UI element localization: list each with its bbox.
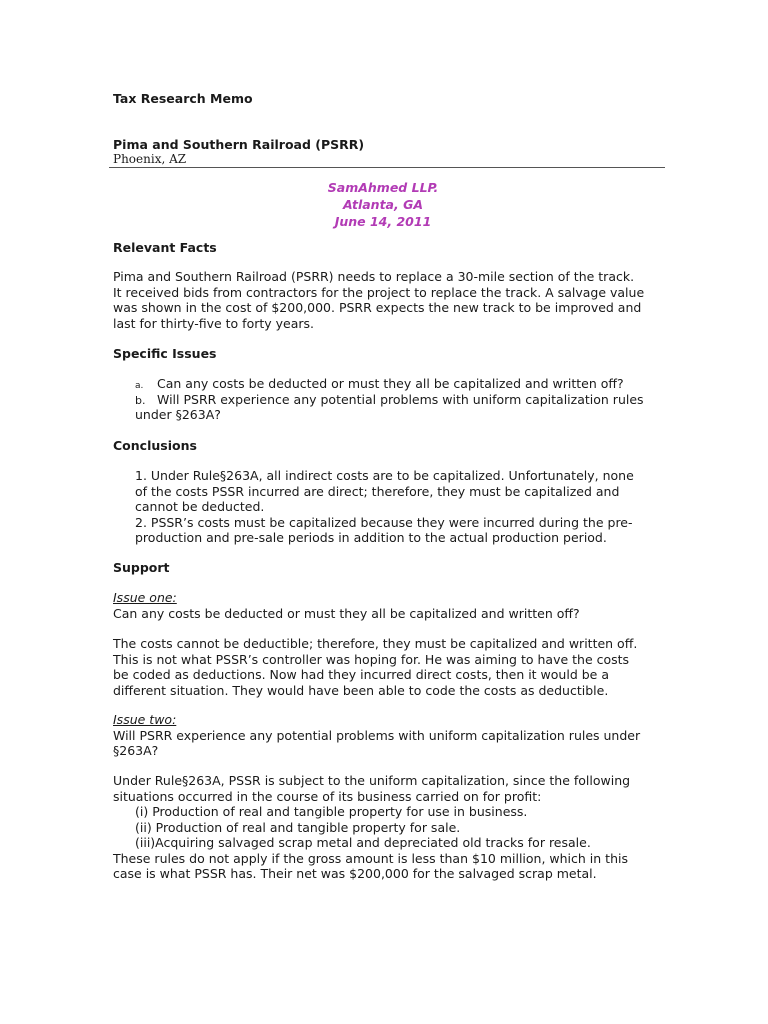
issue-marker: a. (135, 381, 144, 391)
issue-one-label: Issue one: (113, 590, 177, 605)
issue-two-block (113, 712, 653, 759)
firm-city: Atlanta, GA (342, 197, 424, 212)
issue-text: Will PSRR experience any potential problems with uniform capitalization rules (157, 391, 644, 407)
header-divider (109, 167, 665, 168)
memo-date: June 14, 2011 (334, 214, 432, 229)
issue-one-block (113, 590, 653, 621)
issue-one-question: Can any costs be deducted or must they all be capitalized and written off? (113, 605, 580, 621)
support-heading: Support (113, 560, 170, 575)
client-name: Pima and Southern Railroad (PSRR) (113, 137, 365, 152)
relevant-facts-heading: Relevant Facts (113, 240, 217, 255)
issue-two-label: Issue two: (113, 712, 177, 727)
answer-line: be coded as deductions. Now had they incurred direct costs, then it would be a (113, 667, 609, 682)
specific-issues-heading: Specific Issues (113, 346, 217, 361)
issue-two-question: §263A? (113, 743, 159, 758)
issue-item-b (135, 392, 655, 408)
rule-list-item: (i) Production of real and tangible property for use in business. (135, 804, 528, 819)
issue-two-body (113, 773, 653, 882)
closing-line: case is what PSSR has. Their net was $200,000 for the salvaged scrap metal. (113, 866, 597, 881)
conclusion-line: 2. PSSR’s costs must be capitalized because they were incurred during the pre- (135, 514, 633, 530)
facts-line: last for thirty-five to forty years. (113, 315, 314, 331)
issue-item-a (135, 376, 655, 392)
specific-issues-list (135, 376, 655, 407)
firm-name: SamAhmed LLP. (327, 180, 439, 195)
intro-line: Under Rule§263A, PSSR is subject to the uniform capitalization, since the following (113, 773, 631, 788)
facts-line: was shown in the cost of $200,000. PSRR expects the new track to be improved and (113, 300, 642, 315)
firm-block (113, 179, 653, 230)
conclusion-line: production and pre-sale periods in addition to the actual production period. (135, 530, 607, 545)
facts-line: It received bids from contractors for the project to replace the track. A salvage value (113, 284, 645, 300)
rule-list-item: (ii) Production of real and tangible property for sale. (135, 819, 461, 835)
conclusions-body (135, 468, 655, 546)
conclusions-heading: Conclusions (113, 438, 197, 453)
issue-two-question: Will PSRR experience any potential problems with uniform capitalization rules under (113, 727, 641, 743)
memo-title: Tax Research Memo (113, 91, 253, 106)
intro-line: situations occurred in the course of its business carried on for profit: (113, 788, 542, 804)
issue-b-continued: under §263A? (135, 407, 221, 422)
issue-marker: b. (135, 393, 146, 407)
closing-line: These rules do not apply if the gross amount is less than $10 million, which in this (113, 850, 628, 866)
conclusion-line: cannot be deducted. (135, 499, 265, 514)
rule-list-item: (iii)Acquiring salvaged scrap metal and depreciated old tracks for resale. (135, 835, 591, 850)
conclusion-line: 1. Under Rule§263A, all indirect costs are to be capitalized. Unfortunately, none (135, 468, 634, 483)
facts-line: Pima and Southern Railroad (PSRR) needs to replace a 30-mile section of the track. (113, 269, 635, 284)
answer-line: The costs cannot be deductible; therefore, they must be capitalized and written off. (113, 636, 638, 651)
answer-line: This is not what PSSR’s controller was hoping for. He was aiming to have the costs (113, 651, 630, 667)
issue-one-answer (113, 636, 653, 698)
relevant-facts-body (113, 269, 653, 331)
client-location: Phoenix, AZ (113, 152, 187, 166)
conclusion-line: of the costs PSSR incurred are direct; therefore, they must be capitalized and (135, 483, 620, 499)
issue-text: Can any costs be deducted or must they all be capitalized and written off? (157, 376, 624, 391)
answer-line: different situation. They would have been able to code the costs as deductible. (113, 682, 609, 698)
